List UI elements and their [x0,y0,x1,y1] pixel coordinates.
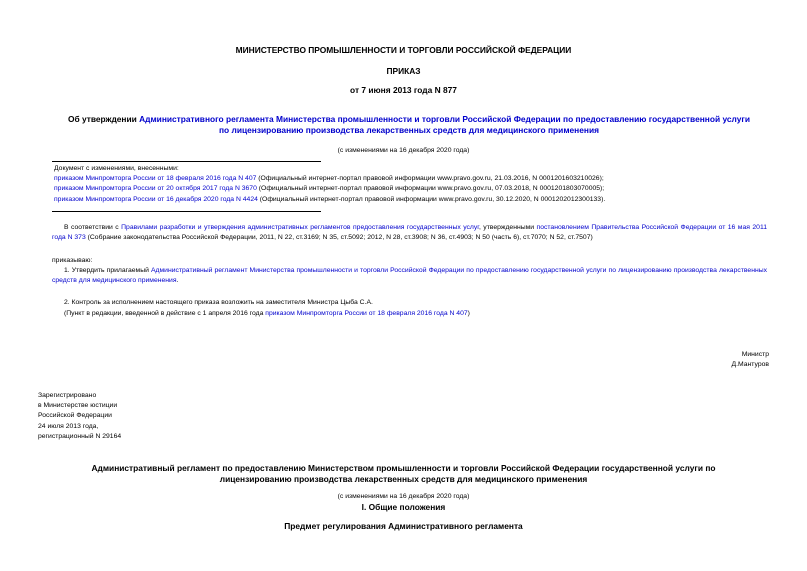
divider-top [52,161,321,162]
amendment-item [54,195,754,205]
amendment-source: (Официальный интернет-портал правовой информации www.pravo.gov.ru, 21.03.2016, N 0001201603210026); [256,175,604,183]
amendment-source: (Официальный интернет-портал правовой информации www.pravo.gov.ru, 30.12.2020, N 0001202012300133). [257,195,606,203]
point-1 [52,266,767,286]
registration-line: в Министерстве юстиции [38,402,118,410]
doc-type: ПРИКАЗ [386,66,421,76]
amendment-link[interactable]: приказом Минпромторга России от 16 декабря 2020 года N 4424 [54,195,258,203]
amendments-block [54,164,754,205]
registration-line: регистрационный N 29164 [38,432,122,440]
point-2-note [52,309,767,319]
registration-line: 24 июля 2013 года, [38,422,99,430]
regulation-title-link[interactable]: Административного регламента Министерства промышленности и торговли Российской Федерации по предоставлению государственной услуги по лицензированию производства лекарственных средств для медицинского применения [139,114,751,135]
order-word: приказываю: [52,257,93,264]
preamble-paragraph [52,223,767,243]
preamble-text: (Собрание законодательства Российской Федерации, 2011, N 22, ст.3169; N 35, ст.5092; 2012, N 28, ст.3908; N 36, ст.4903; N 50 (часть 6), ст.7070; N 52, ст.7507) [85,234,593,242]
signature-position: Министр [741,351,769,358]
government-decree-link[interactable]: постановлением Правительства Российской Федерации от 16 мая 2011 года N 373 [52,224,768,242]
preamble-text: , утвержденными [478,224,537,231]
order-title-prefix: Об утверждении [67,114,140,124]
rules-link[interactable]: Правилами разработки и утверждения административных регламентов предоставления государственных услуг [121,224,479,231]
regulation-changes-note: (с изменениями на 16 декабря 2020 года) [337,493,470,500]
regulation-link[interactable]: Административный регламент Министерства промышленности и торговли Российской Федерации по предоставлению государственной услуги по лицензированию производства лекарственных средств для медицинского применения [52,267,767,285]
point-2: 2. Контроль за исполнением настоящего приказа возложить на заместителя Министра Цыба С.А. [64,299,373,306]
amendment-link[interactable]: приказом Минпромторга России от 20 октября 2017 года N 3670 [54,185,257,193]
registration-block [38,391,121,442]
signature-name: Д.Мантуров [731,361,769,369]
preamble-text: В соответствии с [64,224,122,231]
point-2-note-end: ) [467,310,470,317]
ministry-heading: МИНИСТЕРСТВО ПРОМЫШЛЕННОСТИ И ТОРГОВЛИ РОССИЙСКОЙ ФЕДЕРАЦИИ [235,45,572,55]
subsection-heading: Предмет регулирования Административного регламента [284,521,523,531]
section-heading: I. Общие положения [361,502,446,512]
order-title [64,114,754,135]
point-2-note-link[interactable]: приказом Минпромторга России от 18 февраля 2016 года N 407 [265,310,468,317]
amendment-item [54,184,754,194]
point-1-end: . [176,277,179,285]
changes-note: (с изменениями на 16 декабря 2020 года) [337,147,470,154]
regulation-title: Административный регламент по предоставлению Министерством промышленности и торговли Российской Федерации государственной услуги по лицензированию производства лекарственных средств для медицинского применения [91,463,716,484]
signature-block [732,350,769,370]
registration-line: Российской Федерации [38,412,112,420]
point-1-text: 1. Утвердить прилагаемый [64,267,151,274]
registration-line: Зарегистрировано [38,392,97,399]
doc-date: от 7 июня 2013 года N 877 [350,85,457,95]
divider-bottom [52,211,321,212]
amendment-link[interactable]: приказом Минпромторга России от 18 февраля 2016 года N 407 [54,175,257,183]
amendment-item [54,174,754,184]
amendments-intro: Документ с изменениями, внесенными: [54,165,179,172]
amendment-source: (Официальный интернет-портал правовой информации www.pravo.gov.ru, 07.03.2018, N 0001201803070005); [256,185,605,193]
point-2-note-text: (Пункт в редакции, введенной в действие с 1 апреля 2016 года [64,310,266,317]
